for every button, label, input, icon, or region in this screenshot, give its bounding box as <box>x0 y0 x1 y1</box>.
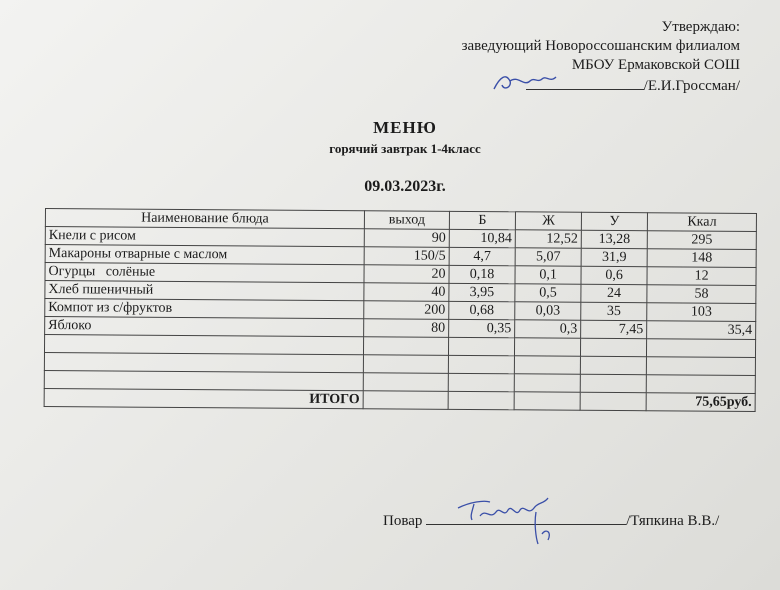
dish-fat: 0,3 <box>515 320 581 338</box>
handwritten-signature-cook <box>450 494 560 554</box>
empty-cell <box>363 373 448 392</box>
empty-cell <box>448 373 514 391</box>
dish-protein: 3,95 <box>449 283 515 301</box>
dish-carbs: 0,6 <box>581 266 647 284</box>
dish-fat: 0,5 <box>515 284 581 302</box>
approval-block <box>462 18 740 96</box>
menu-table <box>44 208 757 412</box>
approval-organization: МБОУ Ермаковской СОШ <box>571 57 740 73</box>
handwritten-signature-director <box>490 69 560 95</box>
empty-cell <box>44 370 363 390</box>
total-label: ИТОГО <box>44 388 363 408</box>
header-kcal: Ккал <box>647 213 756 232</box>
empty-cell <box>44 352 363 372</box>
dish-fat: 0,03 <box>515 302 581 320</box>
total-row <box>44 388 755 411</box>
approval-signature-line <box>462 75 740 96</box>
approval-position: заведующий Новороссошанским филиалом <box>461 38 740 54</box>
dish-protein: 0,35 <box>449 319 515 337</box>
dish-fat: 5,07 <box>515 248 581 266</box>
dish-output: 200 <box>364 301 449 320</box>
empty-cell <box>44 335 363 355</box>
dish-protein: 4,7 <box>449 247 515 265</box>
page-title: МЕНЮ <box>373 118 437 137</box>
empty-cell <box>580 356 646 374</box>
dish-protein: 10,84 <box>449 229 515 247</box>
dish-name: Кнели с рисом <box>45 227 364 247</box>
dish-kcal: 12 <box>647 267 756 286</box>
dish-carbs: 24 <box>581 284 647 302</box>
dish-carbs: 35 <box>581 302 647 320</box>
dish-name: Яблоко <box>45 317 364 337</box>
empty-cell <box>580 374 646 392</box>
dish-fat: 12,52 <box>515 230 581 248</box>
dish-name: Компот из с/фруктов <box>45 299 364 319</box>
dish-carbs: 7,45 <box>581 320 647 338</box>
dish-name: Макароны отварные с маслом <box>45 245 364 265</box>
empty-cell <box>514 374 580 392</box>
dish-kcal: 103 <box>647 303 756 322</box>
dish-protein: 0,18 <box>449 265 515 283</box>
approval-heading: Утверждаю: <box>661 19 740 35</box>
empty-cell <box>363 337 448 356</box>
dish-kcal: 148 <box>647 249 756 268</box>
dish-output: 40 <box>364 283 449 302</box>
header-carbs: У <box>581 212 647 230</box>
empty-cell <box>647 339 756 358</box>
empty-cell <box>646 357 755 376</box>
dish-name: Огурцы солёные <box>45 263 364 283</box>
dish-carbs: 31,9 <box>581 248 647 266</box>
empty-cell <box>448 355 514 373</box>
dish-kcal: 295 <box>647 231 756 250</box>
menu-date: 09.03.2023г. <box>364 178 446 195</box>
empty-cell <box>580 392 646 410</box>
empty-cell <box>363 355 448 374</box>
header-fat: Ж <box>515 212 581 230</box>
cook-label: Повар <box>383 513 423 529</box>
empty-cell <box>448 337 514 355</box>
dish-output: 90 <box>364 229 449 248</box>
dish-fat: 0,1 <box>515 266 581 284</box>
empty-cell <box>363 391 448 410</box>
empty-cell <box>448 391 514 409</box>
cook-name: /Тяпкина В.В./ <box>626 513 720 529</box>
empty-cell <box>514 356 580 374</box>
total-value: 75,65руб. <box>646 393 755 412</box>
dish-kcal: 58 <box>647 285 756 304</box>
empty-cell <box>515 338 581 356</box>
dish-protein: 0,68 <box>449 301 515 319</box>
approval-signer: /Е.И.Гроссман/ <box>643 78 740 94</box>
empty-cell <box>514 392 580 410</box>
header-protein: Б <box>449 211 515 229</box>
dish-carbs: 13,28 <box>581 230 647 248</box>
dish-output: 20 <box>364 265 449 284</box>
dish-kcal: 35,4 <box>647 321 756 340</box>
header-name: Наименование блюда <box>45 209 364 229</box>
empty-cell <box>581 338 647 356</box>
empty-cell <box>646 375 755 394</box>
page-subtitle: горячий завтрак 1-4класс <box>329 141 481 156</box>
dish-name: Хлеб пшеничный <box>45 281 364 301</box>
dish-output: 150/5 <box>364 247 449 266</box>
header-output: выход <box>364 211 449 230</box>
dish-output: 80 <box>364 319 449 338</box>
